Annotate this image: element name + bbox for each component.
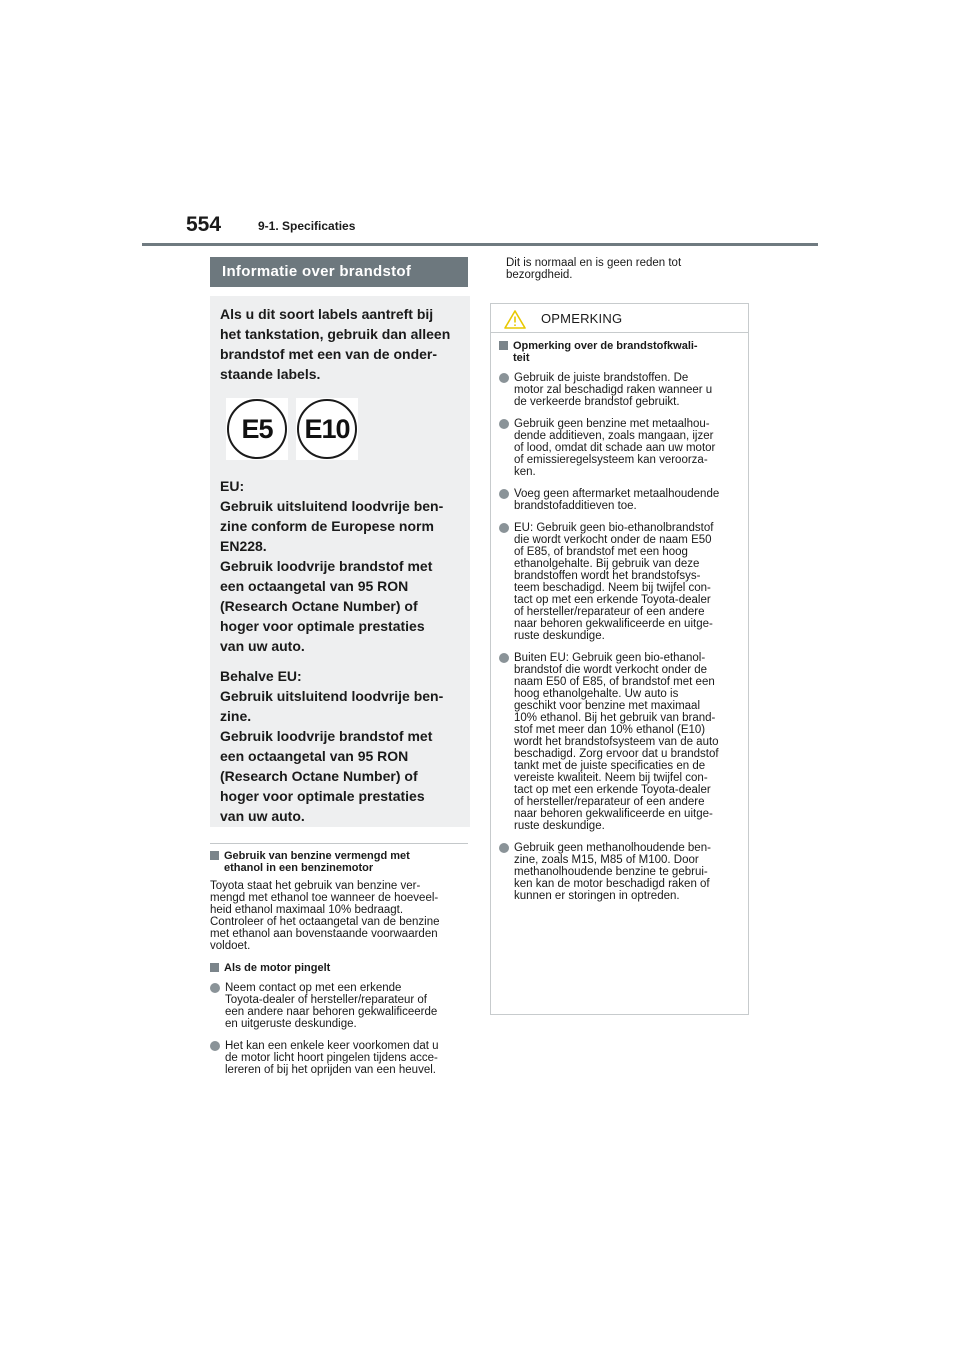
section-banner: Informatie over brandstof — [210, 257, 468, 287]
notice-box — [490, 303, 749, 1015]
square-bullet-icon — [499, 341, 508, 350]
ethanol-text: Toyota staat het gebruik van benzine ver- mengd met ethanol toe wanneer de hoeveel- heid ethanol maximaal 10% bedraagt. Controleer of het octaangetal van de benzine met ethanol aan bovenstaande voorwaarden voldoet. — [210, 880, 440, 952]
notice-title: OPMERKING — [541, 311, 623, 326]
list-item: Het kan een enkele keer voorkomen dat u de motor licht hoort pingelen tijdens acce- lereren of bij het oprijden van een heuvel. — [210, 1040, 468, 1076]
left-lower-section — [210, 843, 468, 1076]
notice-heading: Opmerking over de brandstofkwali- teit — [499, 340, 736, 364]
ethanol-heading: Gebruik van benzine vermengd met ethanol in een benzinemotor — [210, 850, 468, 874]
knock-heading: Als de motor pingelt — [210, 962, 468, 974]
list-item: Buiten EU: Gebruik geen bio-ethanol- brandstof die wordt verkocht onder de naam E50 of E85, of brandstof met een hoog ethanolgehalte. Uw auto is geschikt voor benzine met maximaal 10% ethanol. Bij het gebruik van brand- stof met meer dan 10% ethanol (E10) wordt het brandstofsysteem van de auto beschadigd. Zorg ervoor dat u brandstof tankt met de juiste specificaties en de vereiste kwaliteit. Neem bij twijfel con- tact op met een erkende Toyota-dealer of hersteller/reparateur of een andere naar behoren gekwalificeerde en uitge- ruste deskundige. — [499, 652, 736, 832]
square-bullet-icon — [210, 963, 219, 972]
bullet-dot-icon — [210, 983, 220, 993]
bullet-dot-icon — [499, 489, 509, 499]
notice-body — [491, 333, 748, 902]
bullet-dot-icon — [499, 653, 509, 663]
list-item: EU: Gebruik geen bio-ethanolbrandstof die wordt verkocht onder de naam E50 of E85, of brandstof met een hoog ethanolgehalte. Bij gebruik van deze brandstoffen wordt het brandstofsys- teem beschadigd. Neem bij twijfel con- tact op met een erkende Toyota-dealer of hersteller/reparateur of een andere naar behoren gekwalificeerde en uitge- ruste deskundige. — [499, 522, 736, 642]
list-item: Neem contact op met een erkende Toyota-dealer of hersteller/reparateur of een andere naar behoren gekwalificeerde en uitgeruste deskundige. — [210, 982, 468, 1030]
fuel-labels — [220, 398, 460, 470]
notice-bullet-list — [499, 372, 736, 902]
bullet-dot-icon — [499, 843, 509, 853]
divider — [210, 843, 468, 844]
e10-label-text: E10 — [297, 399, 357, 459]
notice-header — [491, 304, 748, 333]
non-eu-block: Behalve EU: Gebruik uitsluitend loodvrije ben- zine. Gebruik loodvrije brandstof met een octaangetal van 95 RON (Research Octane Number) of hoger voor optimale prestaties van uw auto. — [220, 668, 444, 824]
continuation-text: Dit is normaal en is geen reden tot bezorgdheid. — [506, 257, 682, 281]
fuel-info-box — [210, 296, 470, 827]
page-number: 554 — [186, 213, 222, 236]
section-title: 9-1. Specificaties — [258, 219, 356, 233]
list-item: Voeg geen aftermarket metaalhoudende brandstofadditieven toe. — [499, 488, 736, 512]
list-item: Gebruik geen benzine met metaalhou- dende additieven, zoals mangaan, ijzer of lood, omdat dit schade aan uw motor of emissieregelsysteem kan veroorza- ken. — [499, 418, 736, 478]
bullet-dot-icon — [210, 1041, 220, 1051]
header-rule — [142, 243, 818, 246]
intro-text: Als u dit soort labels aantreft bij het tankstation, gebruik dan alleen brandstof met een van de onder- staande labels. — [220, 306, 451, 382]
bullet-dot-icon — [499, 523, 509, 533]
eu-block: EU: Gebruik uitsluitend loodvrije ben- zine conform de Europese norm EN228. Gebruik loodvrije brandstof met een octaangetal van 95 RON (Research Octane Number) of hoger voor optimale prestaties van uw auto. — [220, 478, 444, 654]
square-bullet-icon — [210, 851, 219, 860]
e5-label-text: E5 — [227, 399, 287, 459]
e10-label — [296, 398, 358, 460]
bullet-dot-icon — [499, 373, 509, 383]
bullet-dot-icon — [499, 419, 509, 429]
e5-label — [226, 398, 288, 460]
list-item: Gebruik geen methanolhoudende ben- zine, zoals M15, M85 of M100. Door methanolhoudende benzine te gebrui- ken kan de motor beschadigd raken of kunnen er storingen in optreden. — [499, 842, 736, 902]
warning-triangle-icon — [504, 310, 526, 329]
list-item: Gebruik de juiste brandstoffen. De motor zal beschadigd raken wanneer u de verkeerde brandstof gebruikt. — [499, 372, 736, 408]
